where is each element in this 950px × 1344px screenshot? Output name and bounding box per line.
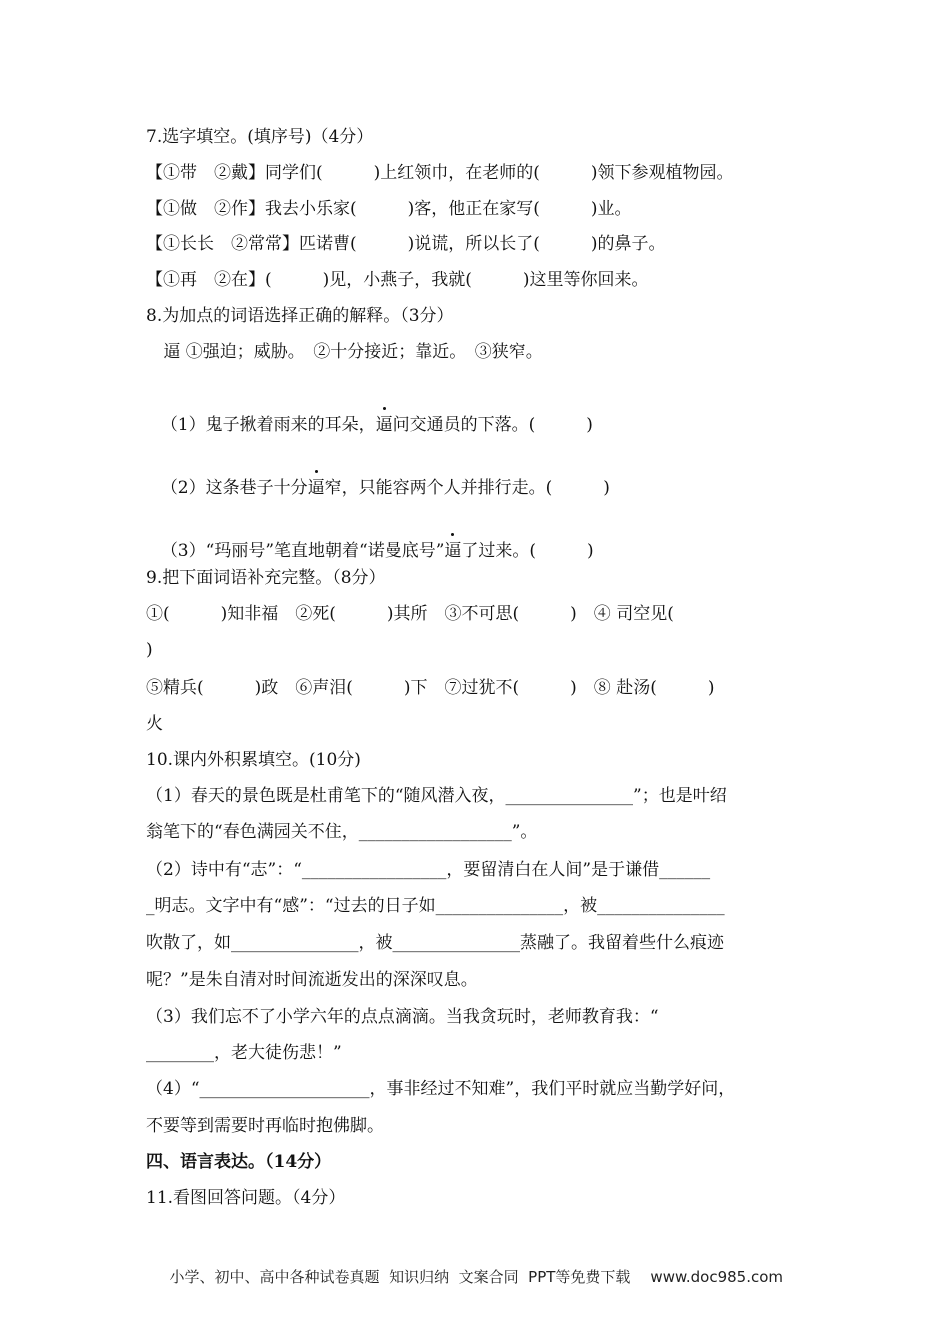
- section-4-heading: 四、语言表达。（14分）: [146, 1152, 332, 1172]
- q10-line-5: 吹散了，如_______________，被_______________蒸融了。我留着些什么痕迹: [146, 933, 724, 953]
- q9-line-2: ): [146, 640, 153, 660]
- q8-s3-before: （3）“玛丽号”笔直地朝着“诺曼底号”: [160, 541, 445, 561]
- q8-s1-before: （1）鬼子揪着雨来的耳朵，: [160, 415, 376, 435]
- page-footer: [160, 1244, 783, 1288]
- q8-sentence-1: [150, 389, 593, 437]
- q9-line-3: ⑤精兵( )政 ⑥声泪( )下 ⑦过犹不( ) ⑧ 赴汤( ): [146, 678, 715, 698]
- q8-sentence-3: [150, 515, 594, 563]
- q8-options: 逼 ①强迫；威胁。 ②十分接近；靠近。 ③狭窄。: [158, 342, 543, 362]
- q8-s3-after: 了过来。( ): [461, 541, 594, 561]
- q11-title: 11.看图回答问题。（4分）: [146, 1188, 346, 1208]
- q10-line-4: _明志。文字中有“感”：“过去的日子如_______________，被_______________: [146, 896, 725, 916]
- q8-sentence-2: [150, 452, 610, 500]
- dotted-char: 逼: [307, 478, 325, 498]
- q10-line-2: 翁笔下的“春色满园关不住，__________________”。: [146, 822, 538, 842]
- footer-text: 小学、初中、高中各种试卷真题 知识归纳 文案合同 PPT等免费下载: [169, 1268, 631, 1286]
- footer-url[interactable]: www.doc985.com: [650, 1268, 783, 1286]
- q10-line-8: ________，老大徒伤悲！”: [146, 1043, 342, 1063]
- dotted-char: 逼: [375, 415, 393, 435]
- q7-line-4: 【①再 ②在】( )见，小燕子，我就( )这里等你回来。: [146, 270, 649, 290]
- dotted-char: 逼: [444, 541, 462, 561]
- q8-title: 8.为加点的词语选择正确的解释。（3分）: [146, 306, 454, 326]
- q10-line-9: （4）“____________________，事非经过不知难”，我们平时就应当勤学好问，: [146, 1079, 736, 1099]
- q9-line-1: ①( )知非福 ②死( )其所 ③不可思( ) ④ 司空见(: [146, 604, 674, 624]
- q9-line-4: 火: [146, 714, 163, 734]
- q8-s2-after: 窄，只能容两个人并排行走。( ): [324, 478, 610, 498]
- q7-line-1: 【①带 ②戴】同学们( )上红领巾，在老师的( )领下参观植物园。: [146, 163, 734, 183]
- q7-line-2: 【①做 ②作】我去小乐家( )客，他正在家写( )业。: [146, 199, 632, 219]
- q8-s1-after: 问交通员的下落。( ): [392, 415, 593, 435]
- q10-line-10: 不要等到需要时再临时抱佛脚。: [146, 1116, 384, 1136]
- q9-title: 9.把下面词语补充完整。（8分）: [146, 568, 386, 588]
- q10-line-1: （1）春天的景色既是杜甫笔下的“随风潜入夜，_______________”；也是叶绍: [146, 786, 727, 806]
- q7-line-3: 【①长长 ②常常】匹诺曹( )说谎，所以长了( )的鼻子。: [146, 234, 666, 254]
- q10-line-6: 呢？”是朱自清对时间流逝发出的深深叹息。: [146, 970, 478, 990]
- q10-line-3: （2）诗中有“志”：“_________________，要留清白在人间”是于谦借______: [146, 860, 711, 880]
- q7-title: 7.选字填空。(填序号)（4分）: [146, 127, 374, 147]
- q10-line-7: （3）我们忘不了小学六年的点点滴滴。当我贪玩时，老师教育我：“: [146, 1007, 659, 1027]
- q8-s2-before: （2）这条巷子十分: [160, 478, 308, 498]
- q10-title: 10.课内外积累填空。(10分): [146, 750, 361, 770]
